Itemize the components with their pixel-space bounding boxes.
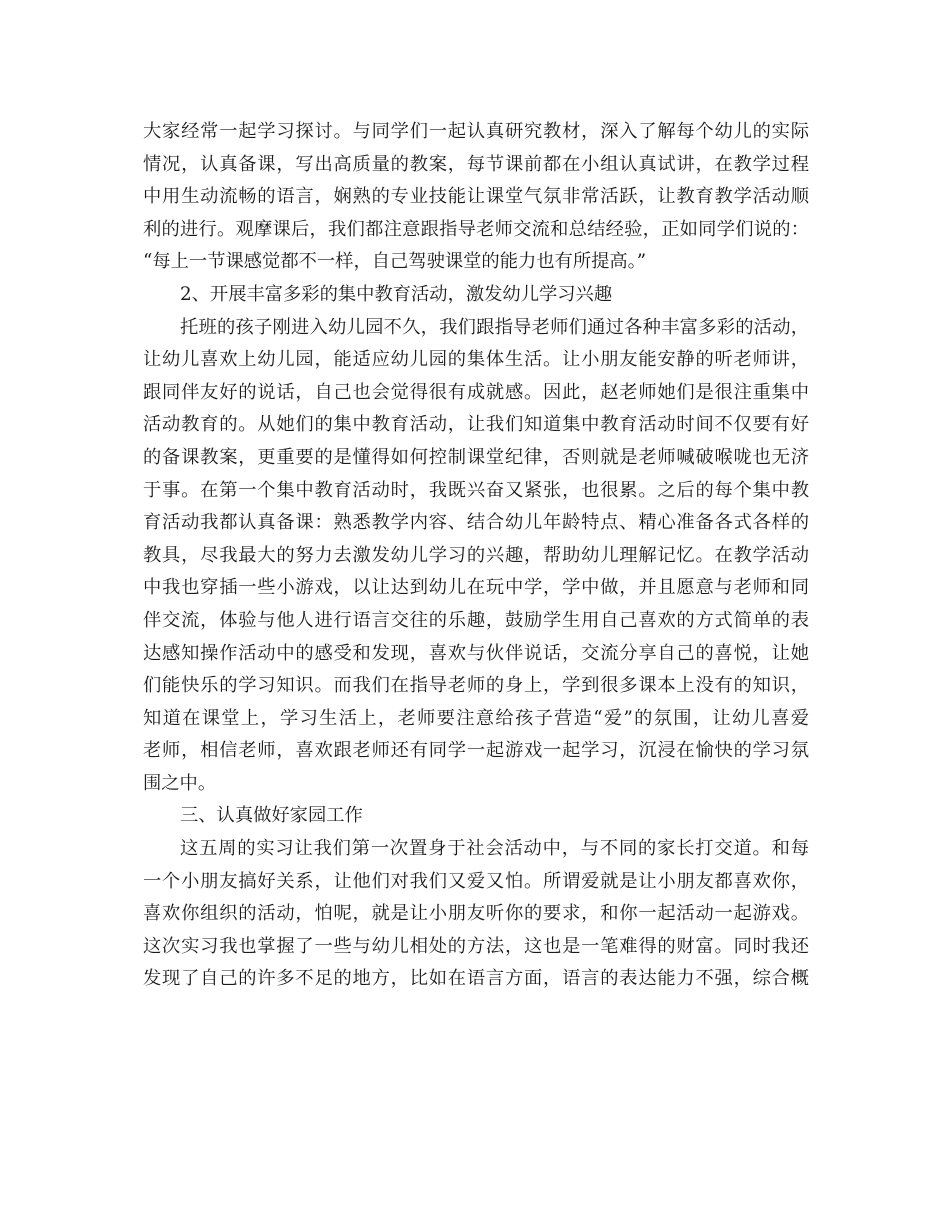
text-line: 大家经常一起学习探讨。与同学们一起认真研究教材，深入了解每个幼儿的实际 <box>143 121 809 142</box>
text-line: 围之中。 <box>143 772 217 794</box>
text-line: 跟同伴友好的说话，自己也会觉得很有成就感。因此，赵老师她们是很注重集中 <box>143 381 809 403</box>
text-line: 这五周的实习让我们第一次置身于社会活动中，与不同的家长打交道。和每 <box>180 838 809 860</box>
text-line: 中用生动流畅的语言，娴熟的专业技能让课堂气氛非常活跃，让教育教学活动顺 <box>143 186 809 208</box>
text-line: 活动教育的。从她们的集中教育活动，让我们知道集中教育活动时间不仅要有好 <box>143 414 809 436</box>
text-line: 们能快乐的学习知识。而我们在指导老师的身上，学到很多课本上没有的知识， <box>143 675 809 697</box>
text-line: 知道在课堂上，学习生活上，老师要注意给孩子营造“爱”的氛围，让幼儿喜爱 <box>143 707 809 729</box>
text-line: 喜欢你组织的活动，怕呢，就是让小朋友听你的要求，和你一起活动一起游戏。 <box>143 903 809 925</box>
text-line: 2、开展丰富多彩的集中教育活动，激发幼儿学习兴趣 <box>180 283 613 305</box>
text-line: 达感知操作活动中的感受和发现，喜欢与伙伴说话，交流分享自己的喜悦，让她 <box>143 642 809 664</box>
text-line: 老师，相信老师，喜欢跟老师还有同学一起游戏一起学习，沉浸在愉快的学习氛 <box>143 740 809 762</box>
document-body-text <box>143 116 809 996</box>
text-line: 利的进行。观摩课后，我们都注意跟指导老师交流和总结经验，正如同学们说的： <box>143 218 809 240</box>
text-line: 托班的孩子刚进入幼儿园不久，我们跟指导老师们通过各种丰富多彩的活动， <box>180 316 809 338</box>
text-line: 让幼儿喜欢上幼儿园，能适应幼儿园的集体生活。让小朋友能安静的听老师讲， <box>143 349 809 371</box>
text-line: 情况，认真备课，写出高质量的教案，每节课前都在小组认真试讲，在教学过程 <box>143 153 809 175</box>
text-line: 育活动我都认真备课：熟悉教学内容、结合幼儿年龄特点、精心准备各式各样的 <box>143 512 809 534</box>
text-line: 中我也穿插一些小游戏，以让达到幼儿在玩中学，学中做，并且愿意与老师和同 <box>143 577 809 599</box>
text-line: 三、认真做好家园工作 <box>180 805 363 827</box>
text-line: 一个小朋友搞好关系，让他们对我们又爱又怕。所谓爱就是让小朋友都喜欢你， <box>143 870 809 892</box>
text-line: 这次实习我也掌握了一些与幼儿相处的方法，这也是一笔难得的财富。同时我还 <box>143 935 809 957</box>
text-line: “每上一节课感觉都不一样，自己驾驶课堂的能力也有所提高。” <box>143 251 647 273</box>
text-line: 的备课教案，更重要的是懂得如何控制课堂纪律，否则就是老师喊破喉咙也无济 <box>143 446 809 468</box>
text-line: 发现了自己的许多不足的地方，比如在语言方面，语言的表达能力不强，综合概 <box>143 968 809 990</box>
text-line: 教具，尽我最大的努力去激发幼儿学习的兴趣，帮助幼儿理解记忆。在教学活动 <box>143 544 809 566</box>
text-line: 伴交流，体验与他人进行语言交往的乐趣，鼓励学生用自己喜欢的方式简单的表 <box>143 609 809 631</box>
text-line: 于事。在第一个集中教育活动时，我既兴奋又紧张，也很累。之后的每个集中教 <box>143 479 809 501</box>
